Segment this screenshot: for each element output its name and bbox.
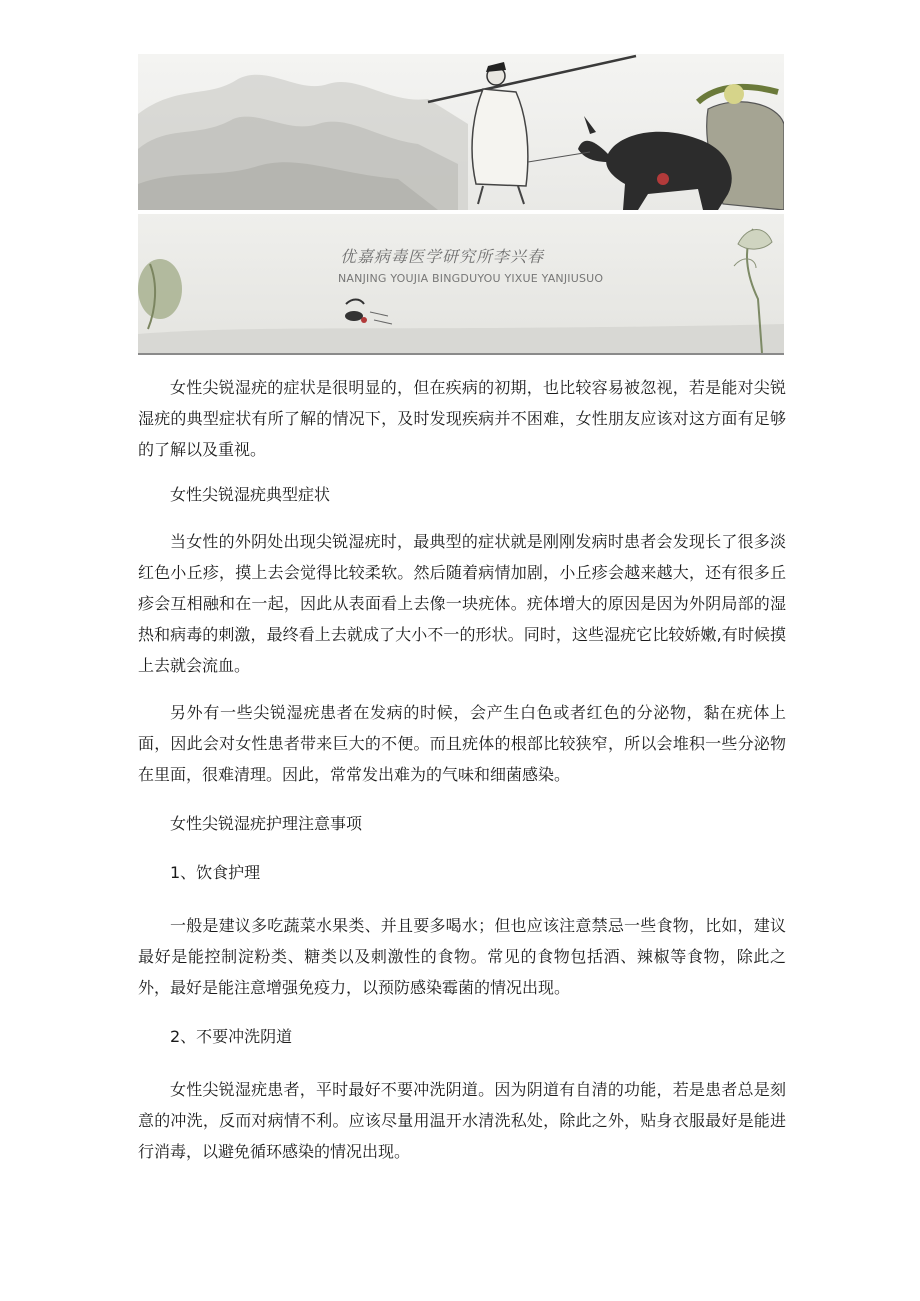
intro-paragraph: 女性尖锐湿疣的症状是很明显的，但在疾病的初期，也比较容易被忽视，若是能对尖锐湿疣的典型症状有所了解的情况下，及时发现疾病并不困难，女性朋友应该对这方面有足够的了解以及重视。 [138,378,786,459]
care-item-2-text: 女性尖锐湿疣患者，平时最好不要冲洗阴道。因为阴道有自清的功能，若是患者总是刻意的冲洗，反而对病情不利。应该尽量用温开水清洗私处，除此之外，贴身衣服最好是能进行消毒，以避免循环感染的情况出现。 [138,1080,786,1161]
banner-title-chinese: 优嘉病毒医学研究所李兴春 [340,247,545,266]
section-heading-symptoms: 女性尖锐湿疣典型症状 [170,485,331,504]
ink-painting-illustration [138,54,784,355]
section-heading-care: 女性尖锐湿疣护理注意事项 [170,814,363,833]
care-item-1-text: 一般是建议多吃蔬菜水果类、并且要多喝水；但也应该注意禁忌一些食物，比如，建议最好是能控制淀粉类、糖类以及刺激性的食物。常见的食物包括酒、辣椒等食物，除此之外，最好是能注意增强免疫力，以预防感染霉菌的情况出现。 [138,916,786,997]
banner-title-english: NANJING YOUJIA BINGDUYOU YIXUE YANJIUSUO [338,272,604,285]
symptoms-paragraph-2: 另外有一些尖锐湿疣患者在发病的时候，会产生白色或者红色的分泌物，黏在疣体上面，因此会对女性患者带来巨大的不便。而且疣体的根部比较狭窄，所以会堆积一些分泌物在里面，很难清理。因此，常常发出难为的气味和细菌感染。 [138,703,786,784]
symptoms-paragraph-1: 当女性的外阴处出现尖锐湿疣时，最典型的症状就是刚刚发病时患者会发现长了很多淡红色小丘疹，摸上去会觉得比较柔软。然后随着病情加剧，小丘疹会越来越大，还有很多丘疹会互相融和在一起，因此从表面看上去像一块疣体。疣体增大的原因是因为外阴局部的湿热和病毒的刺激，最终看上去就成了大小不一的形状。同时，这些湿疣它比较娇嫩,有时候摸上去就会流血。 [138,532,786,675]
article-body [138,372,786,1167]
header-banner [138,54,784,355]
care-item-2-title: 2、不要冲洗阴道 [170,1027,293,1046]
care-item-1-title: 1、饮食护理 [170,863,261,882]
banner-divider [138,353,784,355]
